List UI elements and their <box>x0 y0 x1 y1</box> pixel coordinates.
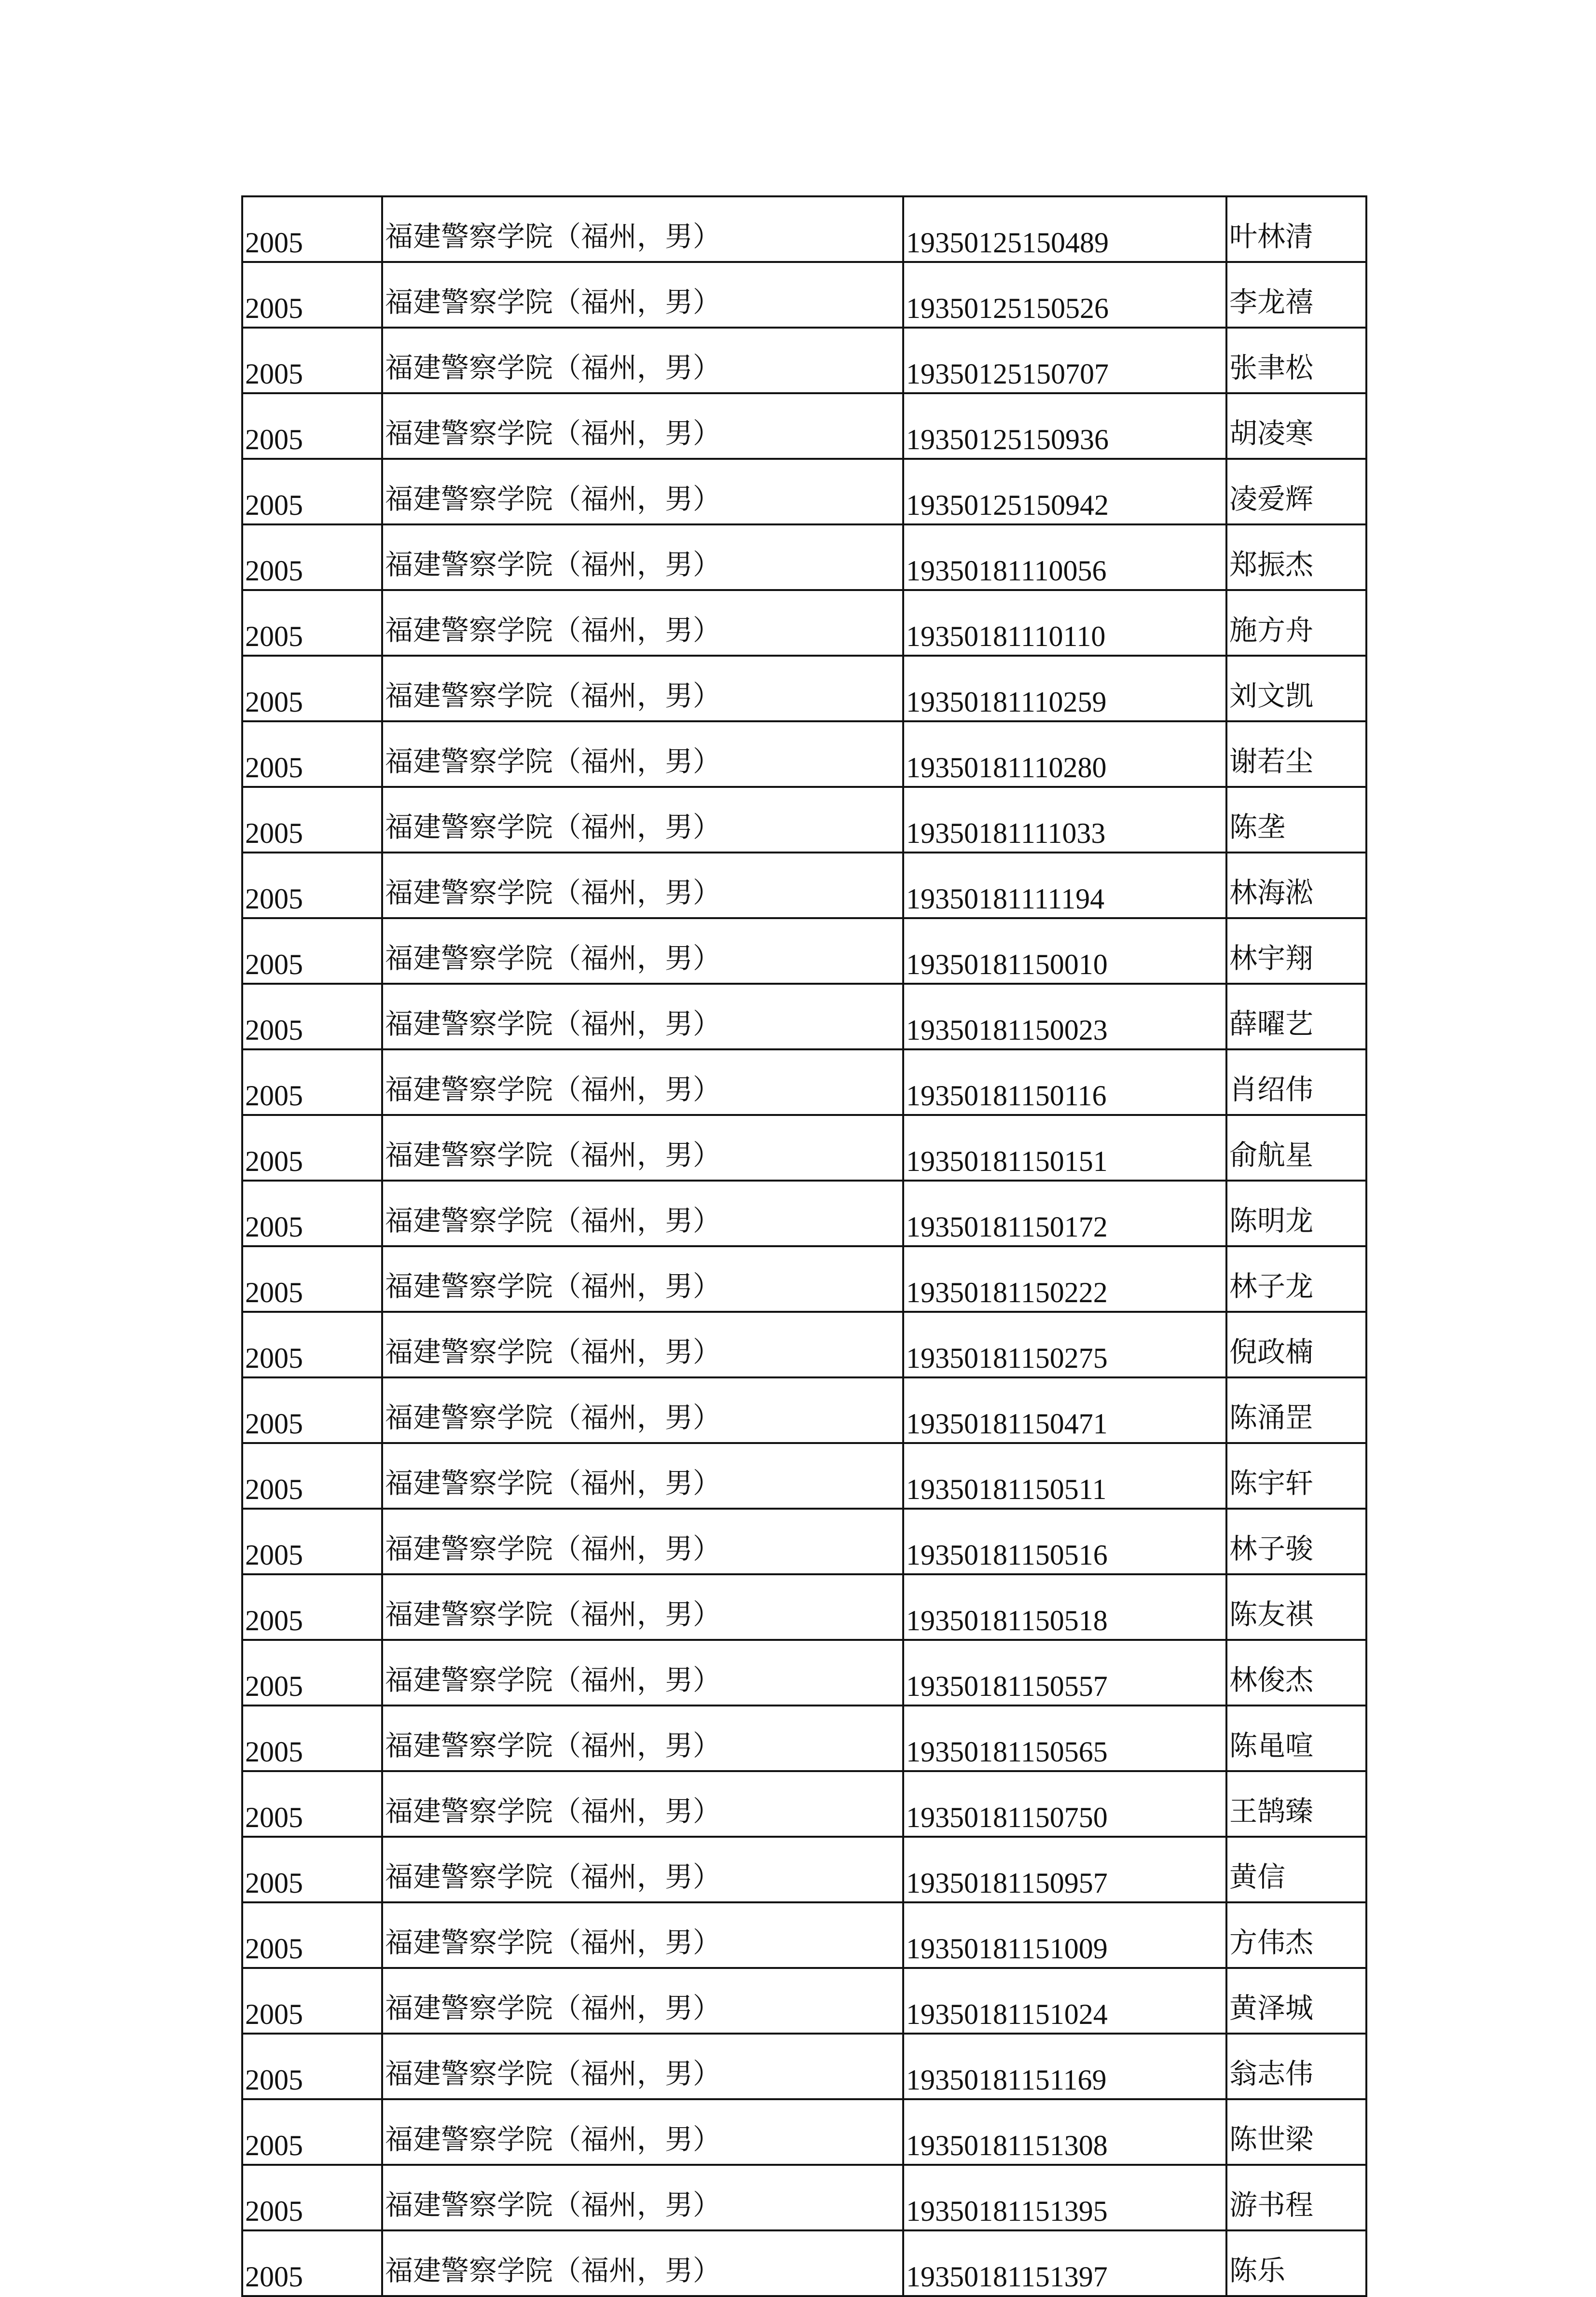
table-row <box>242 1640 1366 1706</box>
school-cell: 福建警察学院（福州，男） <box>382 1574 903 1640</box>
year-cell: 2005 <box>242 787 382 853</box>
student-name-cell: 翁志伟 <box>1226 2034 1366 2099</box>
student-name-cell: 游书程 <box>1226 2165 1366 2230</box>
year-cell: 2005 <box>242 1181 382 1246</box>
candidate-id-cell: 19350181110110 <box>903 590 1226 656</box>
admission-roster-table <box>241 195 1367 2297</box>
school-cell: 福建警察学院（福州，男） <box>382 656 903 721</box>
school-cell: 福建警察学院（福州，男） <box>382 328 903 393</box>
candidate-id-cell: 19350181110056 <box>903 524 1226 590</box>
year-cell: 2005 <box>242 1640 382 1706</box>
school-cell: 福建警察学院（福州，男） <box>382 721 903 787</box>
student-name-cell: 陈明龙 <box>1226 1181 1366 1246</box>
student-name-cell: 林俊杰 <box>1226 1640 1366 1706</box>
year-cell: 2005 <box>242 1968 382 2034</box>
school-cell: 福建警察学院（福州，男） <box>382 393 903 459</box>
table-row <box>242 524 1366 590</box>
year-cell: 2005 <box>242 2099 382 2165</box>
candidate-id-cell: 19350181110259 <box>903 656 1226 721</box>
candidate-id-cell: 19350181150511 <box>903 1443 1226 1509</box>
school-cell: 福建警察学院（福州，男） <box>382 2230 903 2296</box>
candidate-id-cell: 19350181151024 <box>903 1968 1226 2034</box>
year-cell: 2005 <box>242 1115 382 1181</box>
school-cell: 福建警察学院（福州，男） <box>382 459 903 524</box>
candidate-id-cell: 19350181150023 <box>903 984 1226 1049</box>
student-name-cell: 林子龙 <box>1226 1246 1366 1312</box>
candidate-id-cell: 19350181150557 <box>903 1640 1226 1706</box>
student-name-cell: 倪政楠 <box>1226 1312 1366 1377</box>
student-name-cell: 陈友祺 <box>1226 1574 1366 1640</box>
candidate-id-cell: 19350181150116 <box>903 1049 1226 1115</box>
school-cell: 福建警察学院（福州，男） <box>382 1312 903 1377</box>
student-name-cell: 凌爱辉 <box>1226 459 1366 524</box>
candidate-id-cell: 19350181151397 <box>903 2230 1226 2296</box>
table-row <box>242 590 1366 656</box>
candidate-id-cell: 19350181111033 <box>903 787 1226 853</box>
school-cell: 福建警察学院（福州，男） <box>382 1968 903 2034</box>
school-cell: 福建警察学院（福州，男） <box>382 524 903 590</box>
table-row <box>242 1574 1366 1640</box>
table-row <box>242 1443 1366 1509</box>
year-cell: 2005 <box>242 1049 382 1115</box>
school-cell: 福建警察学院（福州，男） <box>382 1706 903 1771</box>
school-cell: 福建警察学院（福州，男） <box>382 1246 903 1312</box>
student-name-cell: 薛曜艺 <box>1226 984 1366 1049</box>
candidate-id-cell: 19350181150172 <box>903 1181 1226 1246</box>
candidate-id-cell: 19350181150518 <box>903 1574 1226 1640</box>
table-row <box>242 262 1366 328</box>
candidate-id-cell: 19350181150750 <box>903 1771 1226 1837</box>
candidate-id-cell: 19350181150565 <box>903 1706 1226 1771</box>
year-cell: 2005 <box>242 1902 382 1968</box>
year-cell: 2005 <box>242 853 382 918</box>
year-cell: 2005 <box>242 2165 382 2230</box>
table-row <box>242 328 1366 393</box>
school-cell: 福建警察学院（福州，男） <box>382 1049 903 1115</box>
student-name-cell: 谢若尘 <box>1226 721 1366 787</box>
year-cell: 2005 <box>242 918 382 984</box>
student-name-cell: 陈宇轩 <box>1226 1443 1366 1509</box>
table-row <box>242 1509 1366 1574</box>
year-cell: 2005 <box>242 393 382 459</box>
student-name-cell: 郑振杰 <box>1226 524 1366 590</box>
year-cell: 2005 <box>242 2230 382 2296</box>
candidate-id-cell: 19350181150516 <box>903 1509 1226 1574</box>
year-cell: 2005 <box>242 590 382 656</box>
student-name-cell: 林宇翔 <box>1226 918 1366 984</box>
table-row <box>242 2230 1366 2296</box>
roster-body <box>242 196 1366 2296</box>
candidate-id-cell: 19350181151395 <box>903 2165 1226 2230</box>
table-row <box>242 1312 1366 1377</box>
school-cell: 福建警察学院（福州，男） <box>382 984 903 1049</box>
table-row <box>242 459 1366 524</box>
year-cell: 2005 <box>242 1574 382 1640</box>
school-cell: 福建警察学院（福州，男） <box>382 1902 903 1968</box>
candidate-id-cell: 19350125150489 <box>903 196 1226 262</box>
school-cell: 福建警察学院（福州，男） <box>382 2034 903 2099</box>
table-row <box>242 1837 1366 1902</box>
year-cell: 2005 <box>242 1377 382 1443</box>
candidate-id-cell: 19350125150942 <box>903 459 1226 524</box>
student-name-cell: 黄信 <box>1226 1837 1366 1902</box>
candidate-id-cell: 19350181110280 <box>903 721 1226 787</box>
candidate-id-cell: 19350181150957 <box>903 1837 1226 1902</box>
year-cell: 2005 <box>242 1312 382 1377</box>
student-name-cell: 叶林清 <box>1226 196 1366 262</box>
year-cell: 2005 <box>242 656 382 721</box>
candidate-id-cell: 19350181150151 <box>903 1115 1226 1181</box>
year-cell: 2005 <box>242 1771 382 1837</box>
table-row <box>242 2034 1366 2099</box>
table-row <box>242 721 1366 787</box>
candidate-id-cell: 19350125150526 <box>903 262 1226 328</box>
year-cell: 2005 <box>242 984 382 1049</box>
candidate-id-cell: 19350181150222 <box>903 1246 1226 1312</box>
student-name-cell: 刘文凯 <box>1226 656 1366 721</box>
school-cell: 福建警察学院（福州，男） <box>382 1443 903 1509</box>
table-row <box>242 1902 1366 1968</box>
school-cell: 福建警察学院（福州，男） <box>382 1837 903 1902</box>
table-row <box>242 393 1366 459</box>
candidate-id-cell: 19350181151009 <box>903 1902 1226 1968</box>
table-row <box>242 984 1366 1049</box>
table-row <box>242 1049 1366 1115</box>
school-cell: 福建警察学院（福州，男） <box>382 1181 903 1246</box>
table-row <box>242 853 1366 918</box>
candidate-id-cell: 19350181151308 <box>903 2099 1226 2165</box>
school-cell: 福建警察学院（福州，男） <box>382 2099 903 2165</box>
school-cell: 福建警察学院（福州，男） <box>382 1115 903 1181</box>
school-cell: 福建警察学院（福州，男） <box>382 196 903 262</box>
table-row <box>242 1968 1366 2034</box>
year-cell: 2005 <box>242 1443 382 1509</box>
school-cell: 福建警察学院（福州，男） <box>382 1771 903 1837</box>
year-cell: 2005 <box>242 2034 382 2099</box>
student-name-cell: 陈世梁 <box>1226 2099 1366 2165</box>
school-cell: 福建警察学院（福州，男） <box>382 590 903 656</box>
year-cell: 2005 <box>242 262 382 328</box>
student-name-cell: 张聿松 <box>1226 328 1366 393</box>
student-name-cell: 胡凌寒 <box>1226 393 1366 459</box>
year-cell: 2005 <box>242 1706 382 1771</box>
school-cell: 福建警察学院（福州，男） <box>382 2165 903 2230</box>
student-name-cell: 陈涌罡 <box>1226 1377 1366 1443</box>
year-cell: 2005 <box>242 721 382 787</box>
student-name-cell: 李龙禧 <box>1226 262 1366 328</box>
table-row <box>242 1377 1366 1443</box>
candidate-id-cell: 19350125150936 <box>903 393 1226 459</box>
table-row <box>242 2165 1366 2230</box>
candidate-id-cell: 19350181150471 <box>903 1377 1226 1443</box>
table-row <box>242 918 1366 984</box>
year-cell: 2005 <box>242 1509 382 1574</box>
school-cell: 福建警察学院（福州，男） <box>382 1509 903 1574</box>
school-cell: 福建警察学院（福州，男） <box>382 262 903 328</box>
year-cell: 2005 <box>242 459 382 524</box>
school-cell: 福建警察学院（福州，男） <box>382 853 903 918</box>
student-name-cell: 俞航星 <box>1226 1115 1366 1181</box>
student-name-cell: 林子骏 <box>1226 1509 1366 1574</box>
student-name-cell: 黄泽城 <box>1226 1968 1366 2034</box>
student-name-cell: 陈乐 <box>1226 2230 1366 2296</box>
table-row <box>242 196 1366 262</box>
table-row <box>242 2099 1366 2165</box>
student-name-cell: 林海淞 <box>1226 853 1366 918</box>
school-cell: 福建警察学院（福州，男） <box>382 1640 903 1706</box>
candidate-id-cell: 19350181151169 <box>903 2034 1226 2099</box>
table-row <box>242 787 1366 853</box>
table-row <box>242 1115 1366 1181</box>
candidate-id-cell: 19350181111194 <box>903 853 1226 918</box>
school-cell: 福建警察学院（福州，男） <box>382 1377 903 1443</box>
table-row <box>242 1771 1366 1837</box>
table-row <box>242 1246 1366 1312</box>
candidate-id-cell: 19350181150010 <box>903 918 1226 984</box>
year-cell: 2005 <box>242 1837 382 1902</box>
student-name-cell: 陈黾喧 <box>1226 1706 1366 1771</box>
year-cell: 2005 <box>242 524 382 590</box>
student-name-cell: 王鹄臻 <box>1226 1771 1366 1837</box>
year-cell: 2005 <box>242 196 382 262</box>
table-row <box>242 1181 1366 1246</box>
candidate-id-cell: 19350125150707 <box>903 328 1226 393</box>
table-row <box>242 1706 1366 1771</box>
candidate-id-cell: 19350181150275 <box>903 1312 1226 1377</box>
student-name-cell: 施方舟 <box>1226 590 1366 656</box>
student-name-cell: 方伟杰 <box>1226 1902 1366 1968</box>
table-row <box>242 656 1366 721</box>
year-cell: 2005 <box>242 328 382 393</box>
school-cell: 福建警察学院（福州，男） <box>382 787 903 853</box>
year-cell: 2005 <box>242 1246 382 1312</box>
student-name-cell: 肖绍伟 <box>1226 1049 1366 1115</box>
student-name-cell: 陈垄 <box>1226 787 1366 853</box>
school-cell: 福建警察学院（福州，男） <box>382 918 903 984</box>
